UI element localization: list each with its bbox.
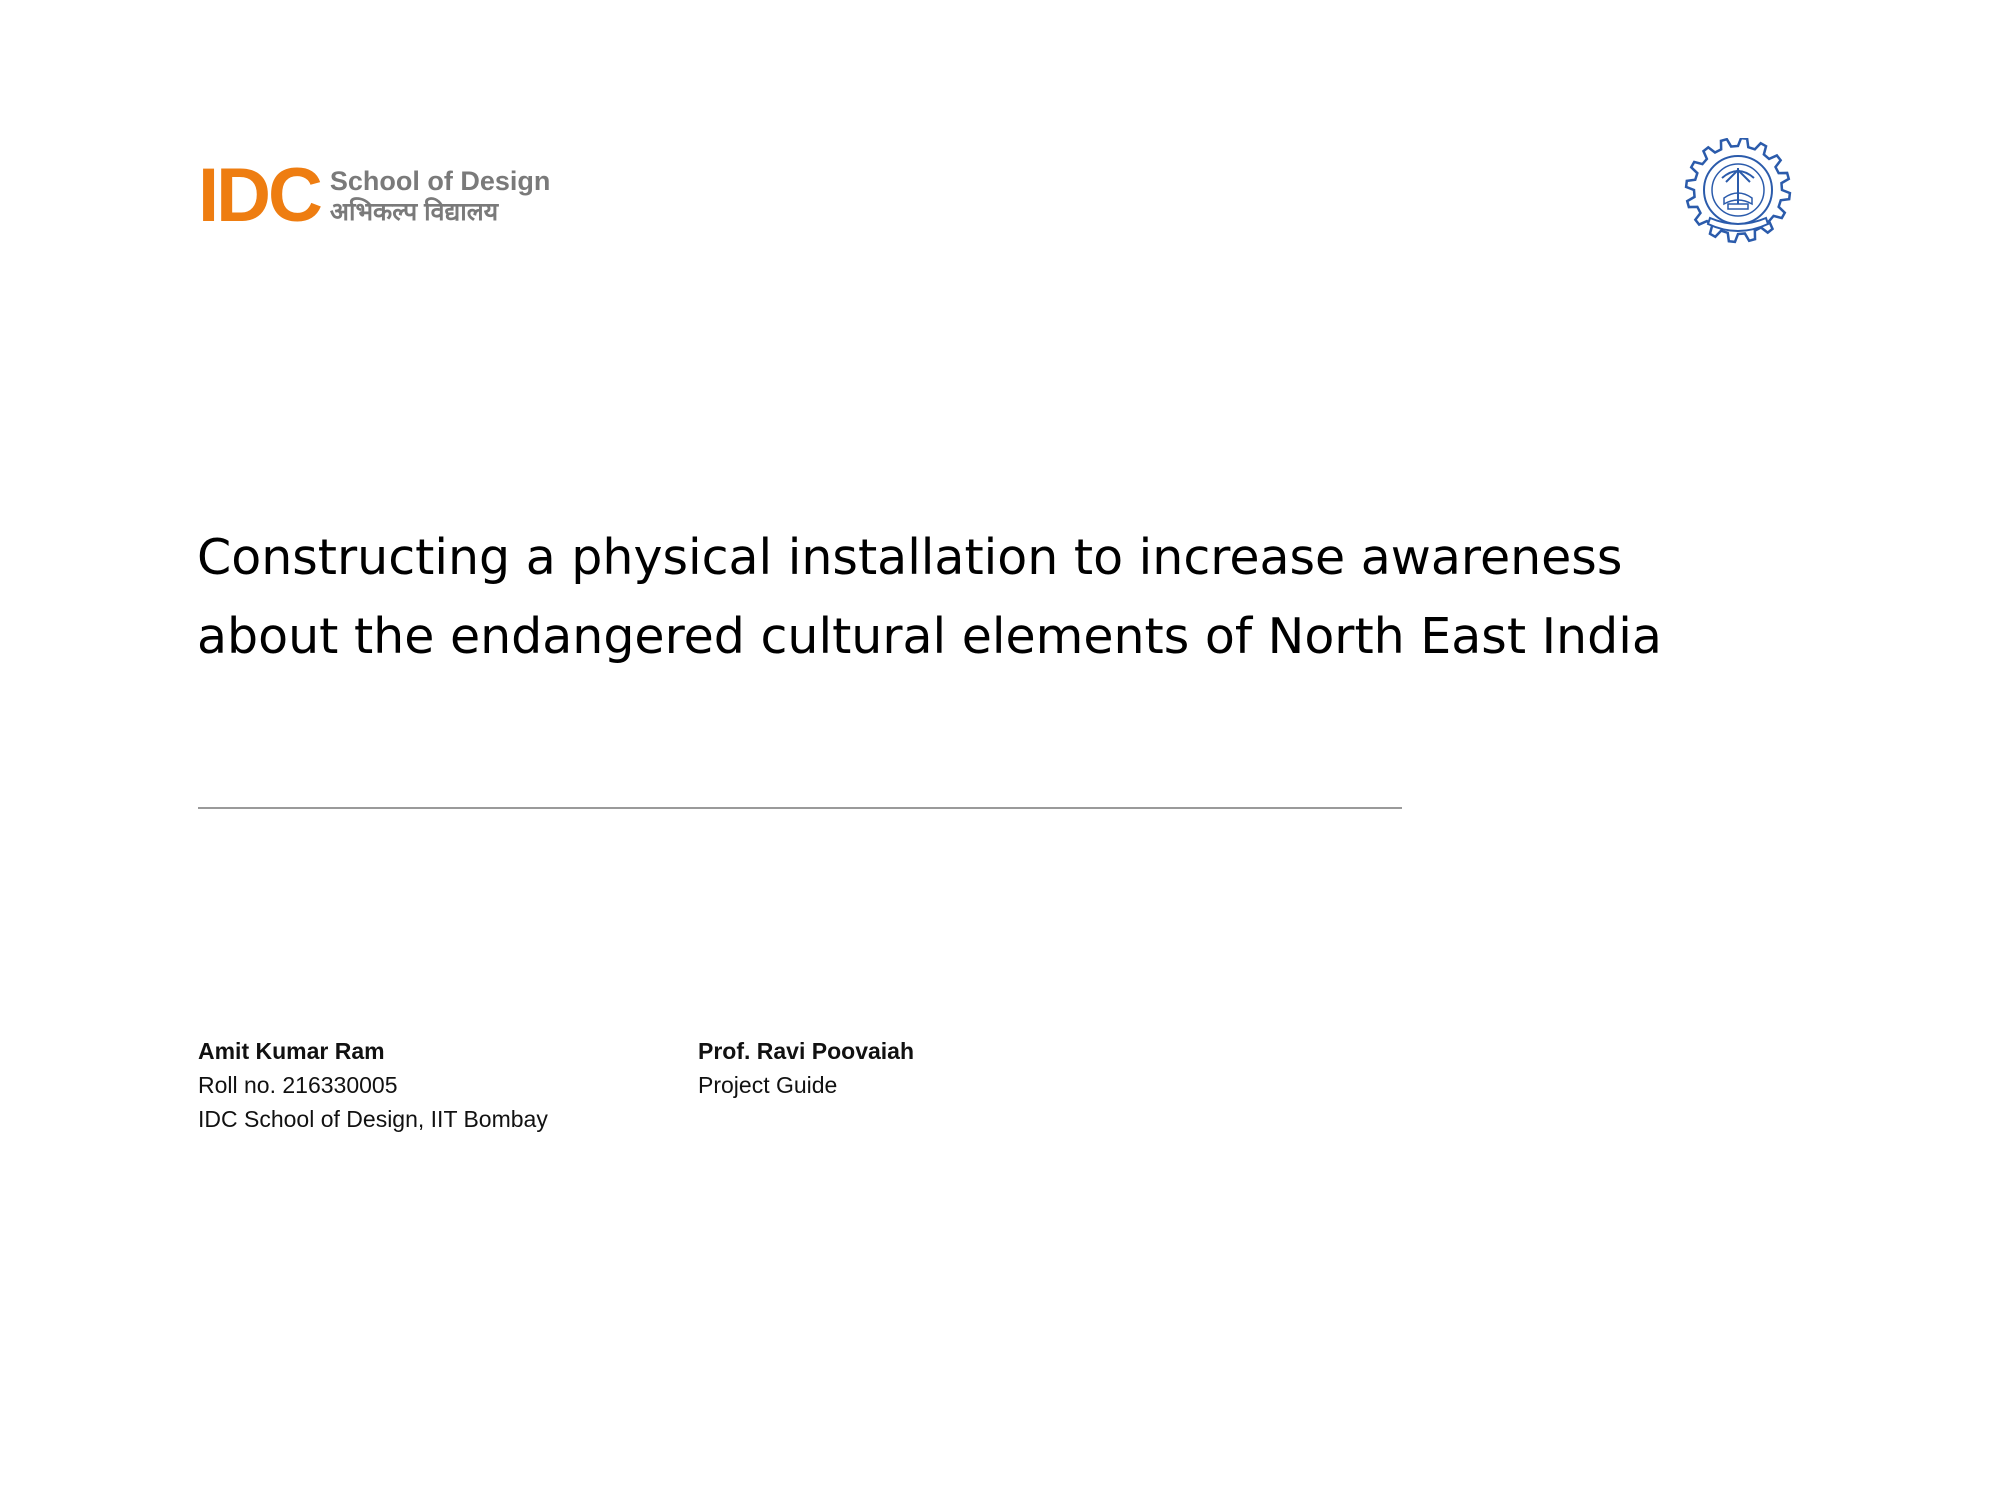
report-title-line-2: about the endangered cultural elements of North East India	[197, 608, 1662, 665]
guide-name: Prof. Ravi Poovaiah	[698, 1038, 915, 1064]
author-roll-number: Roll no. 216330005	[198, 1072, 398, 1098]
logo-school-name-hi: अभिकल्प विद्यालय	[329, 198, 499, 226]
author-name: Amit Kumar Ram	[198, 1038, 385, 1064]
guide-block	[698, 1034, 914, 1102]
idc-logo-text	[330, 165, 551, 227]
logo-school-name-en: School of Design	[329, 166, 551, 196]
guide-role: Project Guide	[698, 1072, 838, 1098]
idc-logo-mark: IDC	[198, 153, 320, 238]
author-block	[198, 1034, 548, 1136]
title-divider	[198, 807, 1402, 809]
report-title-line-1: Constructing a physical installation to increase awareness	[197, 529, 1623, 586]
author-institute: IDC School of Design, IIT Bombay	[198, 1106, 548, 1132]
idc-logo	[198, 153, 551, 238]
report-title	[197, 518, 1797, 676]
iit-bombay-emblem-icon	[1682, 138, 1794, 246]
